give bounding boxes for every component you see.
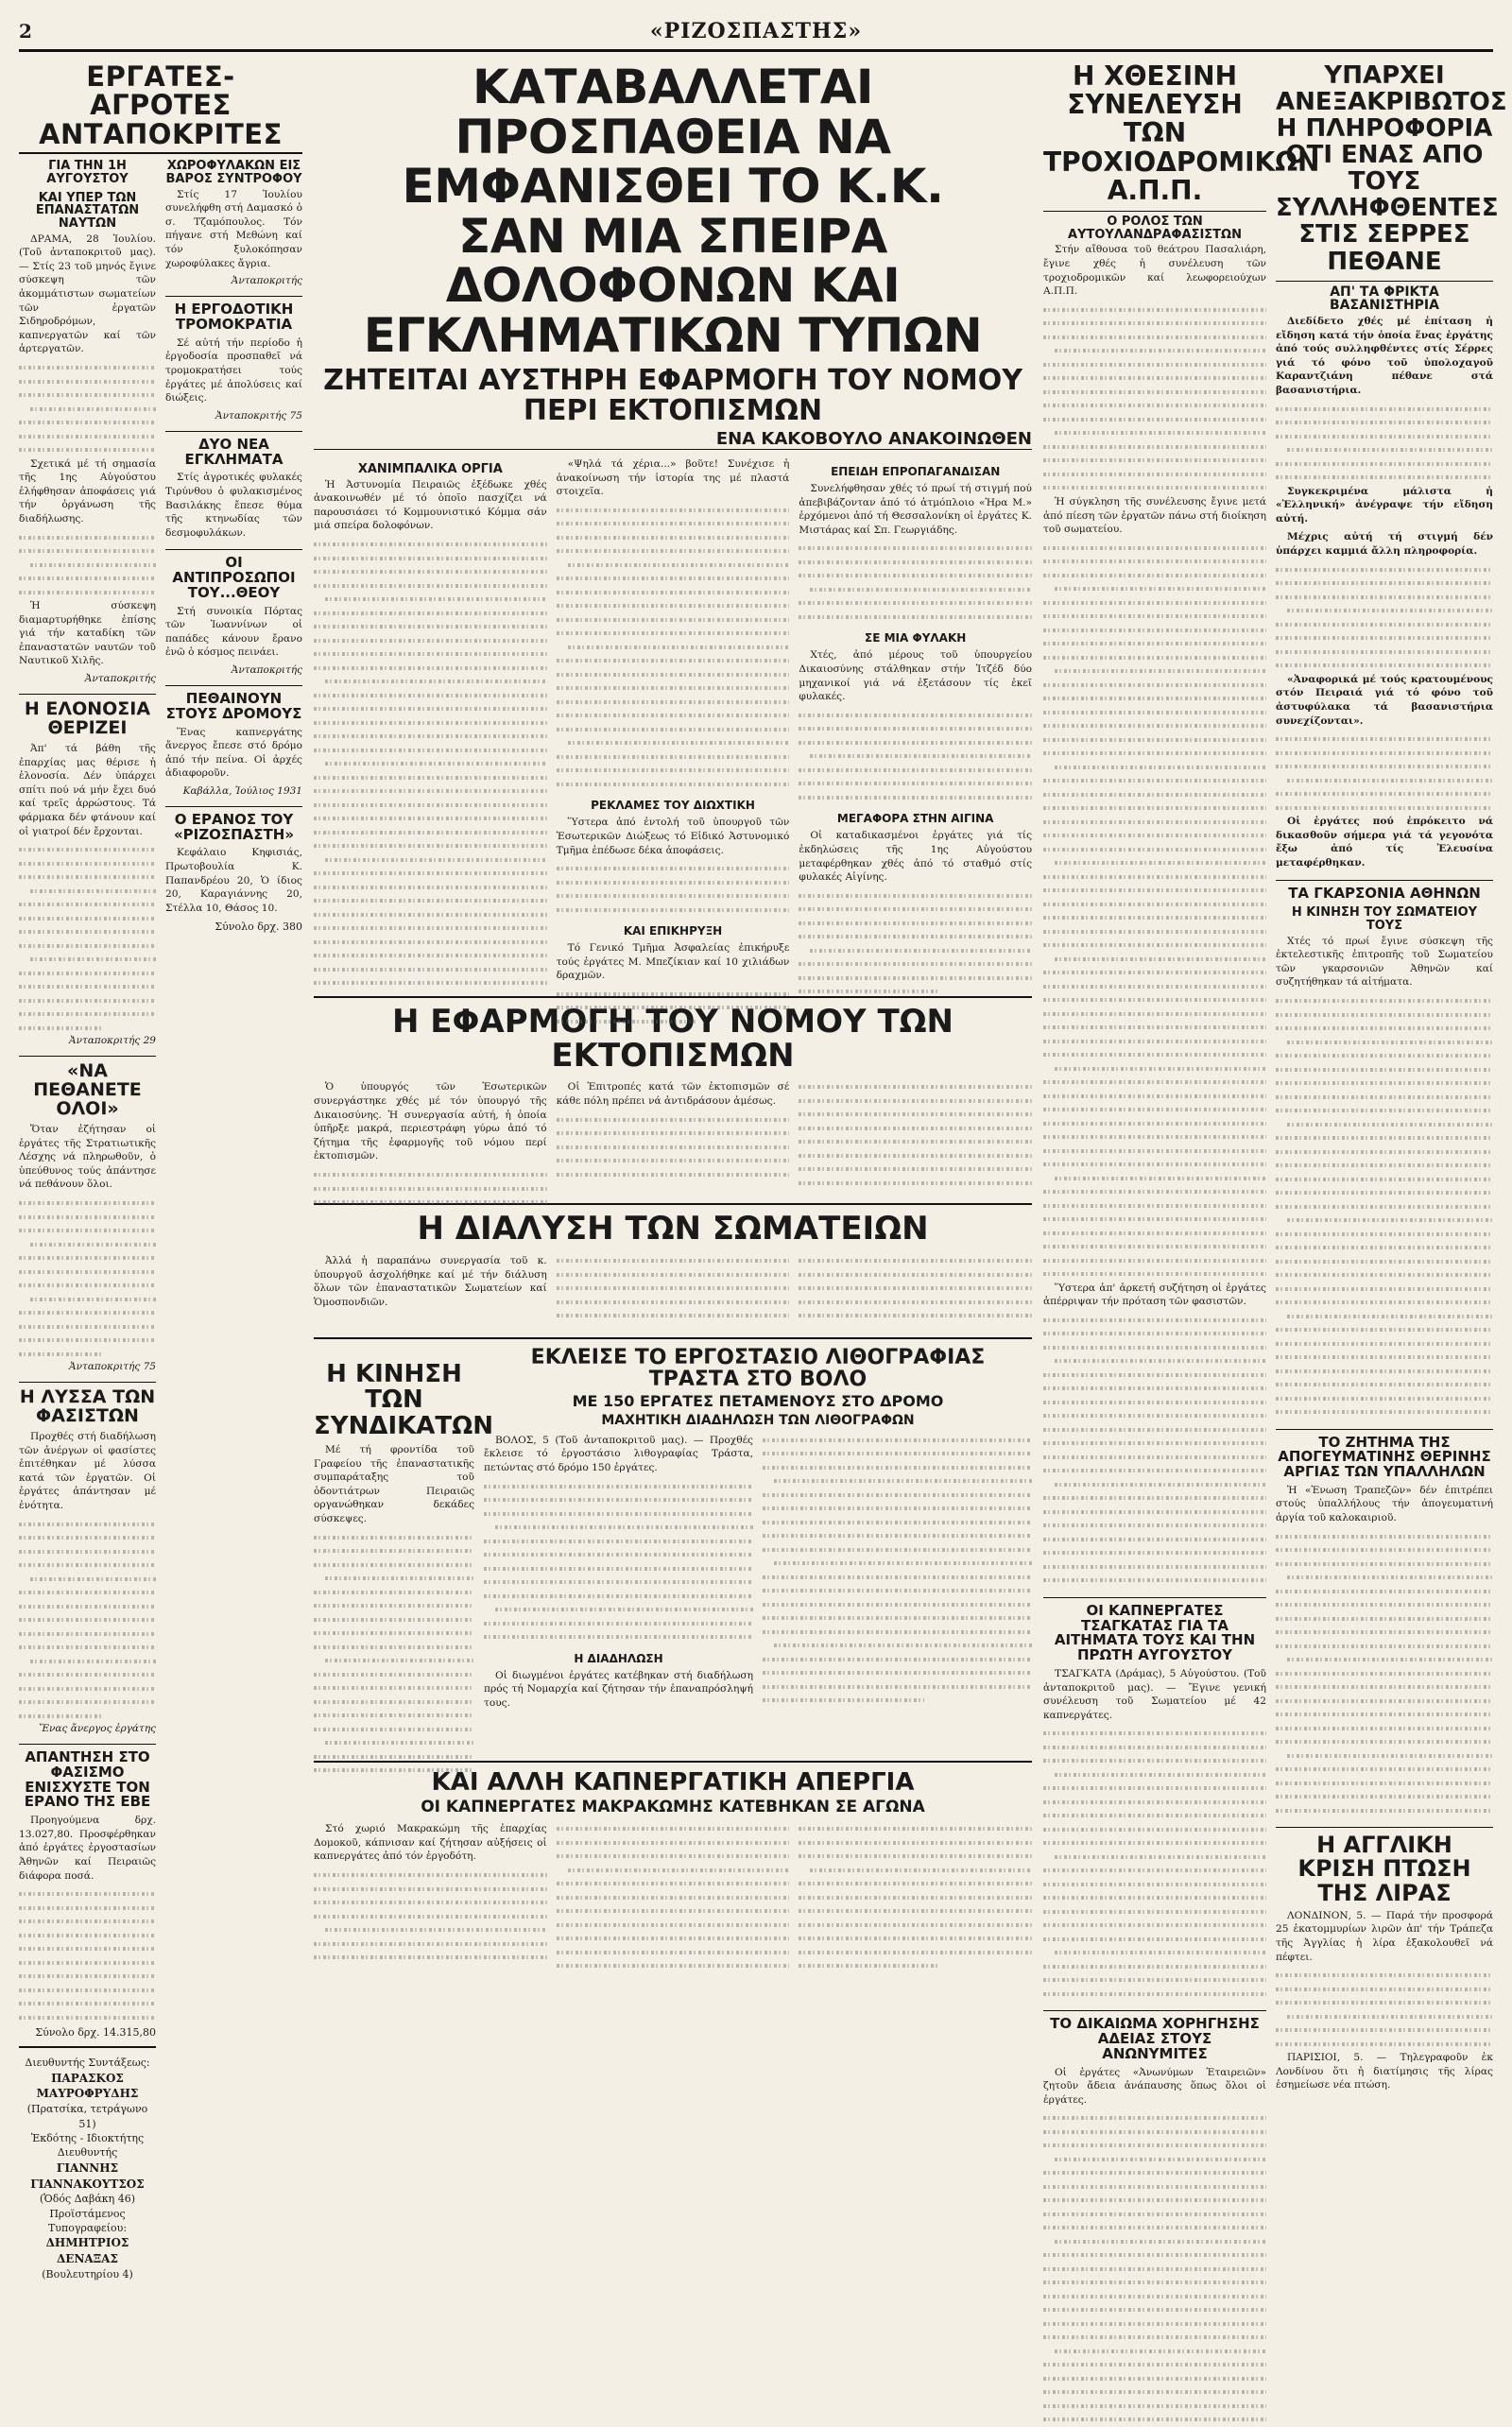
article-text: Οἱ διωγμένοι ἐργάτες κατέβηκαν στή διαδήλωση πρός τή Νομαρχία καί ζήτησαν τήν ἐπαναπρόσληψή τους.: [484, 1669, 753, 1709]
section-kicker: ΚΑΙ ΕΠΙΚΗΡΥΞΗ: [623, 924, 723, 938]
signature: Ἀνταποκριτής: [231, 275, 302, 287]
article-text: Στίς 17 Ἰουλίου συνελήφθη στή Δαμασκό ὁ σ. Τζαμόπουλος. Τόν πήγανε στή Μεθώνη καί τόν ξυλοκόπησαν χωροφύλακες ἄγρια.: [165, 188, 302, 269]
article-text: Ὅταν ἐζήτησαν οἱ ἐργάτες τῆς Στρατιωτικῆς Λέσχης νά πληρωθοῦν, ὁ ὑπεύθυνος τούς ἀπάντησε νά πεθάνουν ὅλοι.: [19, 1124, 156, 1191]
article-text: Μέχρις αὐτή τή στιγμή δέν ὑπάρχει καμμιά ἄλλη πληροφορία.: [1276, 531, 1493, 558]
article-text: Ὁ ὑπουργός τῶν Ἐσωτερικῶν συνεργάστηκε χθές μέ τόν ὑπουργό τῆς Δικαιοσύνης. Ἡ συνεργασία αὐτή, ἡ ὁποία ὑπῆρξε μακρά, περιεστράφη γύρω ἀπό τό ζήτημα τῆς ἐφαρμογῆς τοῦ νόμου περί ἐκτοπισμῶν.: [314, 1081, 547, 1162]
article-text: Ἡ σύσκεψη διαμαρτυρήθηκε ἐπίσης γιά τήν καταδίκη τῶν ἐπαναστατῶν ναυτῶν τοῦ Ναυτικοῦ Χιλῆς.: [19, 600, 156, 667]
masthead: [19, 13, 1493, 52]
article-headline: Η ΧΘΕΣΙΝΗ ΣΥΝΕΛΕΥΣΗ ΤΩΝ ΤΡΟΧΙΟΔΡΟΜΙΚΩΝ Α.Π.Π.: [1043, 60, 1320, 206]
article-text: Συνελήφθησαν χθές τό πρωί τή στιγμή πού ἀπεβιβάζονταν ἀπό τό ἀτμόπλοιο «Ἡρα Μ.» ἐρχόμενοι ἀπό τή Θεσσαλονίκη οἱ ἐργάτες Κ. Μιστάρας καί Σπ. Γεωργιάδης.: [799, 483, 1033, 536]
center-subcolumn-c: [557, 457, 790, 987]
article-text: Στό χωριό Μακρακώμη τῆς ἐπαρχίας Δομοκοῦ, κάπνισαν καί ζήτησαν αὐξήσεις οἱ καπνεργάτες ἀπό τόν ἐργοδότη.: [314, 1823, 547, 1863]
section-kicker: ΕΠΕΙΔΗ ΕΠΡΟΠΑΓΑΝΔΙΣΑΝ: [831, 465, 1001, 478]
article-text: Τό Γενικό Τμῆμα Ἀσφαλείας ἐπικήρυξε τούς ἐργάτες Μ. Μπεζίκιαν καί 10 χιλιάδων δραχμῶν.: [556, 942, 790, 982]
article-text: Διεδίδετο χθές μέ ἐπίταση ἡ εἴδηση κατά τήν ὁποία ἕνας ἐργάτης ἀπό τούς συλληφθέντες στίς Σέρρες γιά τό φόνο τοῦ ὑπολοχαγοῦ Καραντζιάνη πέθανε στά βασανιστήρια.: [1276, 316, 1493, 397]
fund-total: Σύνολο δρχ. 14.315,80: [35, 2026, 156, 2040]
article-headline: ΟΙ ΑΝΤΙΠΡΟΣΩΠΟΙ ΤΟΥ...ΘΕΟΥ: [165, 549, 302, 600]
article-text: Οἱ ἐργάτες «Ἀνωνύμων Ἑταιρειῶν» ζητοῦν ἄδεια ἀνάπαυσης ὅπως ὅλοι οἱ ἐργάτες.: [1043, 2066, 1266, 2106]
printer-title: Προϊστάμενος Τυπογραφείου:: [47, 2207, 128, 2235]
article-text: ΠΑΡΙΣΙΟΙ, 5. — Τηλεγραφοῦν ἐκ Λονδίνου ὅτι ἡ διατίμησις τῆς λίρας ἐσημείωσε νέα πτώση.: [1276, 2052, 1493, 2091]
right-column: [1276, 61, 1507, 2130]
article-headline: Η ΑΓΓΛΙΚΗ ΚΡΙΣΗ ΠΤΩΣΗ ΤΗΣ ΛΙΡΑΣ: [1276, 1827, 1493, 1905]
article-text: Χτές τό πρωί ἔγινε σύσκεψη τῆς ἐκτελεστικῆς ἐπιτροπῆς τοῦ Σωματείου τῶν γκαρσονιῶν Ἀθηνῶν καί συζητήθηκαν τά αἰτήματα.: [1276, 935, 1493, 989]
center-column: [314, 62, 1032, 2130]
article-text: Προηγούμενα δρχ. 13.027,80. Προσφέρθηκαν ἀπό ἐργάτες ἐργοστασίων Ἀθηνῶν καί Πειραιῶς διάφορα ποσά.: [19, 1815, 156, 1882]
left-column: [19, 60, 302, 2281]
article-text: Ἀλλά ἡ παραπάνω συνεργασία τοῦ κ. ὑπουργοῦ ἀσχολήθηκε καί μέ τήν διάλυση ὅλων τῶν ἐπαναστατικῶν Σωματείων καί Ὁμοσπονδιῶν.: [314, 1255, 547, 1308]
article-text: Στήν αἴθουσα τοῦ θεάτρου Πασαλιάρη, ἔγινε χθές ἡ συνέλευση τῶν τροχιοδρομικῶν καί λεωφορειούχων Α.Π.Π.: [1043, 244, 1266, 298]
article-kicker: ΚΑΙ ΥΠΕΡ ΤΩΝ ΕΠΑΝΑΣΤΑΤΩΝ ΝΑΥΤΩΝ: [35, 190, 140, 231]
signature: Ἀνταποκριτής 75: [215, 409, 302, 422]
section-kicker: ΜΕΓΑΦΟΡΑ ΣΤΗΝ ΑΙΓΙΝΑ: [836, 812, 994, 826]
article-kicker: ΑΠ' ΤΑ ΦΡΙΚΤΑ ΒΑΣΑΝΙΣΤΗΡΙΑ: [1276, 281, 1493, 313]
signature: Ἕνας ἄνεργος ἐργάτης: [39, 1723, 156, 1735]
editor-address: (Πρατσίκα, τετράγωνο 51): [26, 2103, 148, 2130]
right-center-column: [1043, 60, 1320, 2130]
article-text: «Ψηλά τά χέρια...» βοῦτε! Συνέχισε ἡ ἀνακοίνωση τήν ἱστορία της μέ πλαστά στοιχεῖα.: [556, 458, 790, 498]
editor-title: Διευθυντής Συντάξεως:: [25, 2057, 150, 2070]
publisher-title: Ἐκδότης - Ιδιοκτήτης Διευθυντής: [30, 2131, 145, 2160]
article-text: Κεφάλαιο Κηφισιάς, Πρωτοβουλία Κ. Παπανδρέου 20, Ὁ ίδιος 20, Καραγιάννης 20, Στέλλα 10, Θάσος 10.: [165, 847, 302, 914]
article-kicker: Ο ΡΟΛΟΣ ΤΩΝ ΑΥΤΟΥΛΑΝΔΡΑΦΑΣΙΣΤΩΝ: [1043, 211, 1266, 241]
article-kicker: ΧΩΡΟΦΥΛΑΚΩΝ ΕΙΣ ΒΑΡΟΣ ΣΥΝΤΡΟΦΟΥ: [165, 159, 302, 186]
left-subcolumn-a: [19, 154, 156, 2281]
signature: Ἀνταποκριτής: [84, 673, 156, 685]
article-headline: ΚΑΙ ΑΛΛΗ ΚΑΠΝΕΡΓΑΤΙΚΗ ΑΠΕΡΓΙΑ: [431, 1768, 915, 1798]
article-text: Ὕστερα ἀπ' ἀρκετή συζήτηση οἱ ἐργάτες ἀπέρριψαν τήν πρόταση τῶν φασιστῶν.: [1043, 1282, 1266, 1308]
article-headline: ΟΙ ΚΑΠΝΕΡΓΑΤΕΣ ΤΣΑΓΚΑΤΑΣ ΓΙΑ ΤΑ ΑΙΤΗΜΑΤΑ ΤΟΥΣ ΚΑΙ ΤΗΝ ΠΡΩΤΗ ΑΥΓΟΥΣΤΟΥ: [1043, 1597, 1266, 1663]
article-text: ΛΟΝΔΙΝΟΝ, 5. — Παρά τήν προσφορά 25 ἑκατομμυρίων λιρῶν ἀπ' τήν Τράπεζα τῆς Ἀγγλίας ἡ λίρα ἐξακολουθεῖ νά πέφτει.: [1276, 1909, 1493, 1963]
article-headline: ΤΟ ΔΙΚΑΙΩΜΑ ΧΟΡΗΓΗΣΗΣ ΑΔΕΙΑΣ ΣΤΟΥΣ ΑΝΩΝΥΜΙΤΕΣ: [1043, 2010, 1266, 2061]
article-headline: ΠΕΘΑΙΝΟΥΝ ΣΤΟΥΣ ΔΡΟΜΟΥΣ: [165, 685, 302, 722]
article-headline: ΑΠΑΝΤΗΣΗ ΣΤΟ ΦΑΣΙΣΜΟ ΕΝΙΣΧΥΣΤΕ ΤΟΝ ΕΡΑΝΟ ΤΗΣ ΕΒΕ: [19, 1744, 156, 1810]
article-headline: ΧΑΝΙΜΠΑΛΙΚΑ ΟΡΓΙΑ: [357, 462, 503, 476]
main-subheadline: ΖΗΤΕΙΤΑΙ ΑΥΣΤΗΡΗ ΕΦΑΡΜΟΓΗ ΤΟΥ ΝΟΜΟΥ ΠΕΡΙ ΕΚΤΟΠΙΣΜΩΝ: [323, 364, 1022, 427]
signature: Ἀνταποκριτής 29: [69, 1035, 156, 1047]
signature: Ἀνταποκριτής 75: [69, 1361, 156, 1373]
article-text: Οἱ Ἐπιτροπές κατά τῶν ἐκτοπισμῶν σέ κάθε πόλη πρέπει νά ἀντιδράσουν ἀμέσως.: [556, 1081, 790, 1107]
page-number: 2: [19, 20, 32, 43]
article-text: Χτές, ἀπό μέρους τοῦ ὑπουργείου Δικαιοσύνης στάλθηκαν στήν Ἰτζέδ δύο μηχανικοί γιά νά ἐξετάσουν τίς ἐκεῖ φυλακές.: [799, 649, 1033, 703]
fund-total: Σύνολο δρχ. 380: [215, 920, 302, 933]
printer-name: ΔΗΜΗΤΡΙΟΣ ΔΕΝΑΞΑΣ: [45, 2236, 129, 2266]
article-text: Ἡ Ἀστυνομία Πειραιῶς ἐξέδωκε χθές ἀνακοινωθέν μέ τό ὁποῖο πασχίζει νά παρουσιάσει τό Κομμουνιστικό Κόμμα σάν μιά σπείρα δολοφόνων.: [314, 478, 547, 532]
printer-address: (Βουλευτηρίου 4): [42, 2268, 133, 2281]
article-subheadline: ΜΕ 150 ΕΡΓΑΤΕΣ ΠΕΤΑΜΕΝΟΥΣ ΣΤΟ ΔΡΟΜΟ: [572, 1392, 944, 1411]
announcement-kicker: ΕΝΑ ΚΑΚΟΒΟΥΛΟ ΑΝΑΚΟΙΝΩΘΕΝ: [314, 429, 1032, 450]
center-subcolumn-b: [314, 457, 547, 987]
editor-name: ΠΑΡΑΣΚΟΣ ΜΑΥΡΟΦΡΥΔΗΣ: [36, 2071, 139, 2101]
main-headline-2: ΣΑΝ ΜΙΑ ΣΠΕΙΡΑ ΔΟΛΟΦΟΝΩΝ ΚΑΙ ΕΓΚΛΗΜΑΤΙΚΩΝ ΤΥΠΩΝ: [363, 208, 983, 363]
credits-block: [19, 2056, 156, 2281]
article-headline: ΥΠΑΡΧΕΙ ΑΝΕΞΑΚΡΙΒΩΤΟΣ Η ΠΛΗΡΟΦΟΡΙΑ ΟΤΙ ΕΝΑΣ ΑΠΟ ΤΟΥΣ ΣΥΛΛΗΦΘΕΝΤΕΣ ΣΤΙΣ ΣΕΡΡΕΣ ΠΕΘΑΝΕ: [1276, 61, 1507, 276]
section-kicker: ΣΕ ΜΙΑ ΦΥΛΑΚΗ: [865, 631, 967, 645]
article-text: Ἡ σύγκληση τῆς συνέλευσης ἔγινε μετά ἀπό πίεση τῶν ἐργατῶν πάνω στή διοίκηση τοῦ σωματείου.: [1043, 495, 1266, 536]
article-headline: ΕΚΛΕΙΣΕ ΤΟ ΕΡΓΟΣΤΑΣΙΟ ΛΙΘΟΓΡΑΦΙΑΣ ΤΡΑΣΤΑ ΣΤΟ ΒΟΛΟ: [530, 1346, 986, 1392]
signature: Ἀνταποκριτής: [231, 664, 302, 677]
article-headline: ΤΟ ΖΗΤΗΜΑ ΤΗΣ ΑΠΟΓΕΥΜΑΤΙΝΗΣ ΘΕΡΙΝΗΣ ΑΡΓΙΑΣ ΤΩΝ ΥΠΑΛΛΗΛΩΝ: [1276, 1429, 1493, 1480]
article-headline: Η ΕΛΟΝΟΣΙΑ ΘΕΡΙΖΕΙ: [19, 694, 156, 738]
text-lines: [19, 361, 156, 457]
article-text: Οἱ καταδικασμένοι ἐργάτες γιά τίς ἐκδηλώσεις τῆς 1ης Αὐγούστου μεταφέρθηκαν χθές ἀπό τό σταθμό στίς φυλακές Αἰγίνης.: [799, 830, 1033, 884]
article-text: Ὕστερα ἀπό ἐντολή τοῦ ὑπουργοῦ τῶν Ἐσωτερικῶν Διώξεως τό Εἰδικό Ἀστυνομικό Τμῆμα ἐπέδωσε δέκα ἀποφάσεις.: [556, 817, 790, 856]
article-text: Συγκεκριμένα μάλιστα ἡ «Ἐλληνική» ἀνέγραψε τήν εἴδηση αὐτή.: [1276, 485, 1493, 525]
center-subcolumn-d: [799, 457, 1032, 987]
article-text: «Ἀναφορικά μέ τούς κρατουμένους στόν Πειραιά γιά τό φόνο τοῦ ἀστυφύλακα τά βασανιστήρια συνεχίζονται».: [1276, 673, 1493, 727]
article-text: ΒΟΛΟΣ, 5 (Τοῦ ἀνταποκριτοῦ μας). — Προχθές ἔκλεισε τό ἐργοστάσιο λιθογραφίας Τράστα, πετώντας στό δρόμο 150 ἐργάτες.: [484, 1434, 753, 1473]
article-text: ΤΣΑΓΚΑΤΑ (Δράμας), 5 Αὐγούστου. (Τοῦ ἀνταποκριτοῦ μας). — Ἔγινε γενική συνέλευση τοῦ Σωματείου μέ 42 καπνεργάτες.: [1043, 1667, 1266, 1721]
article-headline: ΔΥΟ ΝΕΑ ΕΓΚΛΗΜΑΤΑ: [165, 431, 302, 468]
paper-name: «ΡΙΖΟΣΠΑΣΤΗΣ»: [649, 19, 863, 43]
correspondents-banner: ΕΡΓΑΤΕΣ-ΑΓΡΟΤΕΣ ΑΝΤΑΠΟΚΡΙΤΕΣ: [19, 62, 302, 154]
newspaper-page: [19, 13, 1507, 2281]
article-text: Ἀπ' τά βάθη τῆς ἐπαρχίας μας θέρισε ἡ ἑλονοσία. Δέν ὑπάρχει σπίτι πού νά μήν ἔχει δυό καί τρεῖς ἀρρώστους. Τά φάρμακα δέν φτάνουν καί οἱ γιατροί δέν ἔρχονται.: [19, 742, 156, 837]
article-text: Ἡ «Ἑνωση Τραπεζῶν» δέν ἐπιτρέπει στούς ὑπαλλήλους τήν ἀπογευματινή ἀργία τοῦ καλοκαιριοῦ.: [1276, 1484, 1493, 1524]
section-kicker: ΡΕΚΛΑΜΕΣ ΤΟΥ ΔΙΩΧΤΙΚΗ: [591, 799, 755, 813]
article-kicker: ΓΙΑ ΤΗΝ 1Η ΑΥΓΟΥΣΤΟΥ: [46, 159, 129, 186]
article-text: Οἱ ἐργάτες πού ἐπρόκειτο νά δικασθοῦν σήμερα γιά τά γεγονότα ἔξω ἀπό τίς Ἐλευσίνα μεταφέρθηκαν.: [1276, 816, 1493, 869]
article-text: Προχθές στή διαδήλωση τῶν ἀνέργων οἱ φασίστες ἐπιτέθηκαν μέ λύσσα κατά τῶν ἐργατῶν. Οἱ ἐργάτες ἀπάντησαν μέ ἐνότητα.: [19, 1430, 156, 1512]
signature: Καβάλλα, Ἰούλιος 1931: [182, 784, 302, 797]
article-headline: Η ΕΡΓΟΔΟΤΙΚΗ ΤΡΟΜΟΚΡΑΤΙΑ: [165, 296, 302, 333]
article-headline: Η ΚΙΝΗΣΗ ΤΩΝ ΣΥΝΔΙΚΑΤΩΝ: [314, 1360, 494, 1440]
hannibal-article: [314, 457, 547, 478]
article-text: Μέ τή φροντίδα τοῦ Γραφείου τῆς ἐπαναστατικῆς συμπαράταξης τοῦ ὁδοντιάτρων Πειραιῶς οργανώθηκαν δεκάδες σύσκεψες.: [314, 1443, 474, 1524]
article-subheadline: ΜΑΧΗΤΙΚΗ ΔΙΑΔΗΛΩΣΗ ΤΩΝ ΛΙΘΟΓΡΑΦΩΝ: [601, 1413, 915, 1429]
publisher-address: (Ὁδός Δαβάκη 46): [39, 2193, 136, 2206]
article-text: Στή συνοικία Πόρτας τῶν Ἰωαννίνων οἱ παπάδες κάνουν ἔρανο ἐνῶ ὁ κόσμος πεινάει.: [165, 605, 302, 659]
main-headline-1: ΚΑΤΑΒΑΛΛΕΤΑΙ ΠΡΟΣΠΑΘΕΙΑ ΝΑ ΕΜΦΑΝΙΣΘΕΙ ΤΟ Κ.Κ.: [402, 60, 944, 214]
section-kicker: Η ΔΙΑΔΗΛΩΣΗ: [574, 1651, 663, 1665]
article-text: Στίς ἀγροτικές φυλακές Τιρύνθου ὁ φυλακισμένος Βασιλάκης ἔπεσε θύμα τῆς κτηνωδίας τῶν δεσμοφυλάκων.: [165, 472, 302, 539]
article-headline: ΤΑ ΓΚΑΡΣΟΝΙΑ ΑΘΗΝΩΝ: [1276, 880, 1493, 902]
article-headline: Η ΛΥΣΣΑ ΤΩΝ ΦΑΣΙΣΤΩΝ: [19, 1382, 156, 1426]
article-text: Σχετικά μέ τή σημασία τῆς 1ης Αὐγούστου ἐλήφθησαν ἀποφάσεις γιά τήν ὀργάνωση τῆς διαδήλωσης.: [19, 457, 156, 525]
article-text: ΔΡΑΜΑ, 28 Ἰουλίου. (Τοῦ ἀνταποκριτοῦ μας). — Στίς 23 τοῦ μηνός ἔγινε σύσκεψη τῶν ἀκομμάτιστων σωματείων τῶν ἐργατῶν Σιδηροδρόμων, καπνεργατῶν καί τῶν ἀρτεργατῶν.: [19, 232, 156, 355]
article-headline: Η ΔΙΑΛΥΣΗ ΤΩΝ ΣΩΜΑΤΕΙΩΝ: [314, 1203, 1032, 1247]
article-subheadline: ΟΙ ΚΑΠΝΕΡΓΑΤΕΣ ΜΑΚΡΑΚΩΜΗΣ ΚΑΤΕΒΗΚΑΝ ΣΕ ΑΓΩΝΑ: [421, 1798, 925, 1817]
article-headline: «ΝΑ ΠΕΘΑΝΕΤΕ ΟΛΟΙ»: [19, 1056, 156, 1119]
article-kicker: Η ΚΙΝΗΣΗ ΤΟΥ ΣΩΜΑΤΕΙΟΥ ΤΟΥΣ: [1291, 905, 1478, 933]
left-subcolumn-b: [165, 154, 302, 2281]
article-headline: Ο ΕΡΑΝΟΣ ΤΟΥ «ΡΙΖΟΣΠΑΣΤΗ»: [165, 806, 302, 843]
article-text: Σέ αὐτή τήν περίοδο ἡ ἐργοδοσία προσπαθεῖ νά τρομοκρατήσει τούς ἐργάτες μέ ἀπολύσεις καί διώξεις.: [165, 336, 302, 404]
article-headline: Η ΕΦΑΡΜΟΓΗ ΤΟΥ ΝΟΜΟΥ ΤΩΝ ΕΚΤΟΠΙΣΜΩΝ: [314, 996, 1032, 1073]
publisher-name: ΓΙΑΝΝΗΣ ΓΙΑΝΝΑΚΟΥΤΣΟΣ: [30, 2160, 145, 2191]
article-text: Ἕνας καπνεργάτης ἄνεργος ἔπεσε στό δρόμο ἀπό τήν πείνα. Οἱ ἀρχές ἀδιαφοροῦν.: [165, 726, 302, 780]
